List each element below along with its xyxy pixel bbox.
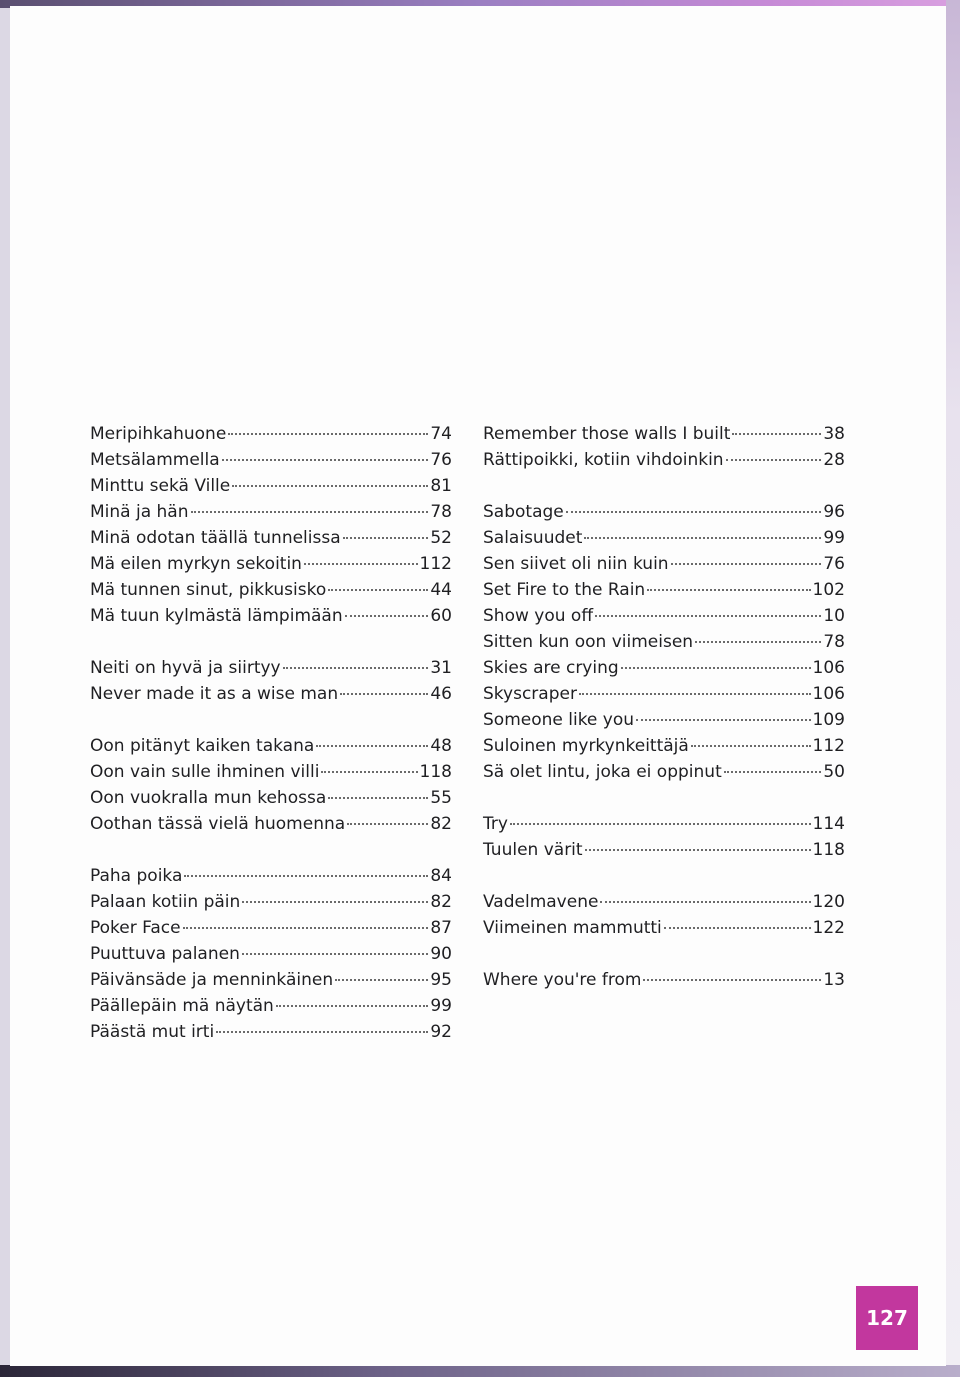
- toc-entry: [483, 762, 845, 788]
- toc-entry-page: 90: [430, 944, 452, 964]
- toc-entry: [483, 554, 845, 580]
- toc-entry-title: Remember those walls I built: [483, 424, 731, 444]
- toc-dot-leader: [643, 979, 821, 981]
- toc-section-gap: [90, 710, 452, 736]
- toc-dot-leader: [283, 667, 429, 669]
- toc-entry-title: Tuulen värit: [483, 840, 583, 860]
- toc-dot-leader: [621, 667, 811, 669]
- toc-dot-leader: [216, 1031, 428, 1033]
- toc-dot-leader: [316, 745, 428, 747]
- toc-entry-page: 10: [823, 606, 845, 626]
- toc-entry-title: Suloinen myrkynkeittäjä: [483, 736, 689, 756]
- toc-entry-page: 55: [430, 788, 452, 808]
- toc-entry-title: Viimeinen mammutti: [483, 918, 662, 938]
- toc-entry: [483, 814, 845, 840]
- toc-entry: [90, 606, 452, 632]
- toc-entry: [90, 918, 452, 944]
- toc-dot-leader: [191, 511, 429, 513]
- toc-entry: [90, 762, 452, 788]
- toc-entry: [90, 684, 452, 710]
- toc-entry: [90, 1022, 452, 1048]
- toc-entry-page: 60: [430, 606, 452, 626]
- toc-dot-leader: [566, 511, 822, 513]
- toc-entry-title: Sitten kun oon viimeisen: [483, 632, 694, 652]
- toc-dot-leader: [636, 719, 811, 721]
- toc-dot-leader: [222, 459, 429, 461]
- toc-entry: [90, 788, 452, 814]
- toc-entry: [90, 554, 452, 580]
- toc-dot-leader: [732, 433, 821, 435]
- toc-entry-title: Minttu sekä Ville: [90, 476, 231, 496]
- toc-entry-title: Päästä mut irti: [90, 1022, 215, 1042]
- toc-entry-page: 106: [812, 684, 845, 704]
- toc-entry-title: Sen siivet oli niin kuin: [483, 554, 669, 574]
- toc-entry-title: Puuttuva palanen: [90, 944, 240, 964]
- toc-entry-title: Mä tunnen sinut, pikkusisko: [90, 580, 327, 600]
- toc-dot-leader: [600, 901, 810, 903]
- toc-entry-page: 120: [812, 892, 845, 912]
- toc-entry-page: 114: [812, 814, 845, 834]
- toc-entry-page: 95: [430, 970, 452, 990]
- toc-entry: [90, 736, 452, 762]
- toc-dot-leader: [184, 875, 428, 877]
- toc-entry-page: 13: [823, 970, 845, 990]
- toc-entry-page: 99: [823, 528, 845, 548]
- toc-entry: [483, 736, 845, 762]
- toc-entry: [483, 840, 845, 866]
- toc-dot-leader: [595, 615, 821, 617]
- toc-entry-page: 112: [419, 554, 452, 574]
- page-number-badge: [856, 1286, 918, 1350]
- toc-dot-leader: [335, 979, 428, 981]
- toc-dot-leader: [347, 823, 428, 825]
- toc-entry-page: 44: [430, 580, 452, 600]
- toc-section-gap: [90, 632, 452, 658]
- toc-entry-title: Meripihkahuone: [90, 424, 227, 444]
- toc-entry-page: 81: [430, 476, 452, 496]
- toc-entry: [483, 580, 845, 606]
- toc-entry: [483, 528, 845, 554]
- toc-entry: [483, 970, 845, 996]
- book-bottom-edge: [0, 1365, 960, 1377]
- toc-entry-title: Show you off: [483, 606, 594, 626]
- toc-entry: [90, 970, 452, 996]
- toc-dot-leader: [647, 589, 810, 591]
- toc-section-gap: [483, 944, 845, 970]
- toc-entry-page: 122: [812, 918, 845, 938]
- toc-dot-leader: [510, 823, 811, 825]
- toc-entry-title: Palaan kotiin päin: [90, 892, 241, 912]
- toc-entry: [483, 606, 845, 632]
- toc-entry-page: 48: [430, 736, 452, 756]
- toc-entry-page: 112: [812, 736, 845, 756]
- toc-section-gap: [483, 866, 845, 892]
- toc-entry-page: 82: [430, 814, 452, 834]
- toc-dot-leader: [232, 485, 428, 487]
- toc-entry-page: 74: [430, 424, 452, 444]
- toc-entry: [90, 892, 452, 918]
- toc-entry: [483, 918, 845, 944]
- toc-dot-leader: [579, 693, 811, 695]
- toc-entry-page: 84: [430, 866, 452, 886]
- toc-dot-leader: [584, 537, 821, 539]
- toc-entry: [90, 450, 452, 476]
- toc-entry-page: 46: [430, 684, 452, 704]
- toc-entry-page: 50: [823, 762, 845, 782]
- toc-right-column: [483, 424, 845, 996]
- toc-entry-page: 28: [823, 450, 845, 470]
- toc-entry: [483, 424, 845, 450]
- toc-entry: [483, 450, 845, 476]
- toc-entry: [90, 866, 452, 892]
- toc-section-gap: [90, 840, 452, 866]
- toc-entry: [90, 424, 452, 450]
- toc-entry-title: Vadelmavene: [483, 892, 599, 912]
- toc-entry-page: 31: [430, 658, 452, 678]
- toc-entry-page: 52: [430, 528, 452, 548]
- toc-entry-title: Päivänsäde ja menninkäinen: [90, 970, 334, 990]
- toc-entry-page: 82: [430, 892, 452, 912]
- toc-entry-title: Someone like you: [483, 710, 635, 730]
- toc-entry-page: 102: [812, 580, 845, 600]
- toc-entry-page: 99: [430, 996, 452, 1016]
- toc-entry-title: Rättipoikki, kotiin vihdoinkin: [483, 450, 724, 470]
- toc-dot-leader: [276, 1005, 429, 1007]
- toc-dot-leader: [228, 433, 428, 435]
- toc-entry-title: Skyscraper: [483, 684, 577, 704]
- toc-entry-title: Oon vuokralla mun kehossa: [90, 788, 327, 808]
- toc-entry: [90, 814, 452, 840]
- toc-entry: [90, 996, 452, 1022]
- toc-dot-leader: [183, 927, 429, 929]
- toc-dot-leader: [242, 901, 428, 903]
- toc-dot-leader: [304, 563, 418, 565]
- toc-entry-page: 118: [812, 840, 845, 860]
- toc-entry-title: Mä tuun kylmästä lämpimään: [90, 606, 343, 626]
- toc-dot-leader: [343, 537, 429, 539]
- toc-entry-title: Neiti on hyvä ja siirtyy: [90, 658, 281, 678]
- toc-entry: [483, 502, 845, 528]
- toc-dot-leader: [328, 797, 428, 799]
- toc-dot-leader: [242, 953, 429, 955]
- toc-entry-title: Poker Face: [90, 918, 181, 938]
- toc-entry-title: Paha poika: [90, 866, 183, 886]
- toc-entry-title: Päällepäin mä näytän: [90, 996, 274, 1016]
- toc-entry: [483, 710, 845, 736]
- toc-dot-leader: [671, 563, 822, 565]
- toc-entry-title: Minä odotan täällä tunnelissa: [90, 528, 341, 548]
- toc-entry-title: Minä ja hän: [90, 502, 189, 522]
- toc-entry-title: Never made it as a wise man: [90, 684, 339, 704]
- toc-dot-leader: [724, 771, 822, 773]
- book-right-edge: [946, 0, 960, 1377]
- toc-entry-title: Oothan tässä vielä huomenna: [90, 814, 346, 834]
- toc-entry-page: 118: [419, 762, 452, 782]
- toc-dot-leader: [585, 849, 811, 851]
- toc-entry: [90, 658, 452, 684]
- toc-entry-title: Oon pitänyt kaiken takana: [90, 736, 315, 756]
- toc-entry-page: 38: [823, 424, 845, 444]
- toc-entry: [483, 632, 845, 658]
- toc-entry-title: Sä olet lintu, joka ei oppinut: [483, 762, 722, 782]
- toc-entry: [483, 684, 845, 710]
- toc-entry-title: Skies are crying: [483, 658, 619, 678]
- toc-entry-title: Try: [483, 814, 508, 834]
- toc-section-gap: [483, 476, 845, 502]
- toc-entry: [483, 658, 845, 684]
- toc-entry-title: Where you're from: [483, 970, 642, 990]
- toc-entry-page: 109: [812, 710, 845, 730]
- toc-entry-title: Metsälammella: [90, 450, 220, 470]
- toc-section-gap: [483, 788, 845, 814]
- toc-entry-title: Salaisuudet: [483, 528, 583, 548]
- toc-dot-leader: [328, 589, 428, 591]
- toc-entry-page: 76: [430, 450, 452, 470]
- toc-entry-page: 78: [823, 632, 845, 652]
- toc-entry-page: 106: [812, 658, 845, 678]
- toc-dot-leader: [321, 771, 417, 773]
- toc-dot-leader: [664, 927, 811, 929]
- toc-entry-page: 87: [430, 918, 452, 938]
- toc-dot-leader: [691, 745, 811, 747]
- toc-entry-title: Sabotage: [483, 502, 564, 522]
- toc-entry-page: 96: [823, 502, 845, 522]
- toc-entry-title: Mä eilen myrkyn sekoitin: [90, 554, 302, 574]
- toc-dot-leader: [726, 459, 822, 461]
- toc-dot-leader: [340, 693, 428, 695]
- toc-entry-page: 92: [430, 1022, 452, 1042]
- page-number: 127: [866, 1306, 908, 1330]
- toc-entry: [90, 944, 452, 970]
- toc-entry: [483, 892, 845, 918]
- toc-entry: [90, 476, 452, 502]
- toc-entry-title: Oon vain sulle ihminen villi: [90, 762, 320, 782]
- toc-entry-title: Set Fire to the Rain: [483, 580, 646, 600]
- toc-entry: [90, 580, 452, 606]
- toc-entry: [90, 502, 452, 528]
- toc-entry-page: 78: [430, 502, 452, 522]
- toc-left-column: [90, 424, 452, 1048]
- toc-entry: [90, 528, 452, 554]
- toc-entry-page: 76: [823, 554, 845, 574]
- toc-dot-leader: [695, 641, 821, 643]
- toc-dot-leader: [345, 615, 429, 617]
